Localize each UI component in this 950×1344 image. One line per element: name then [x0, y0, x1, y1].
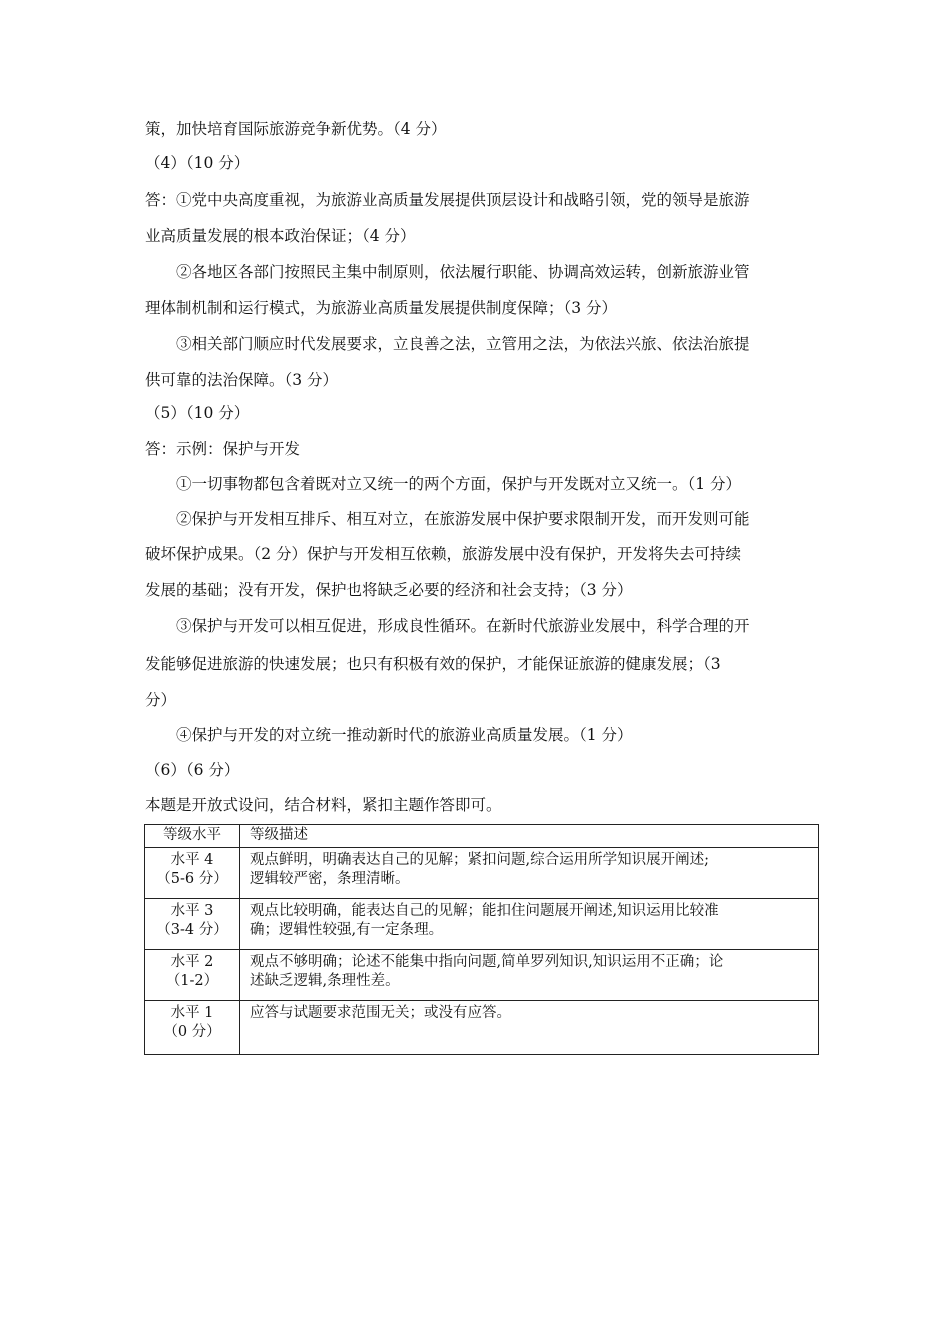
paragraph-line: ①一切事物都包含着既对立又统一的两个方面，保护与开发既对立又统一。（1 分） [176, 475, 742, 493]
paragraph-line: ③相关部门顺应时代发展要求，立良善之法，立管用之法，为依法兴旅、依法治旅提 [176, 335, 750, 353]
description-line: 观点比较明确，能表达自己的见解；能扣住问题展开阐述,知识运用比较准 [250, 903, 719, 919]
column-header-level: 等级水平 [145, 825, 240, 848]
level-label: 水平 2 [170, 954, 214, 970]
question-5-heading: （5）（10 分） [145, 404, 250, 422]
paragraph-line: 答：示例：保护与开发 [145, 440, 301, 458]
description-cell [240, 950, 819, 1001]
level-label: 水平 3 [170, 903, 214, 919]
description-cell [240, 848, 819, 899]
paragraph-line: 供可靠的法治保障。（3 分） [145, 371, 339, 389]
scoring-rubric-table [144, 824, 819, 1055]
paragraph-line: 分） [145, 691, 177, 709]
description-line: 述缺乏逻辑,条理性差。 [250, 973, 400, 989]
level-cell [145, 950, 240, 1001]
description-line: 逻辑较严密，条理清晰。 [250, 871, 410, 887]
description-cell [240, 1001, 819, 1055]
description-line: 确；逻辑性较强,有一定条理。 [250, 922, 444, 938]
level-cell [145, 899, 240, 950]
paragraph-line: ④保护与开发的对立统一推动新时代的旅游业高质量发展。（1 分） [176, 726, 633, 744]
description-line: 观点鲜明，明确表达自己的见解；紧扣问题,综合运用所学知识展开阐述; [250, 852, 709, 868]
level-label: 水平 1 [170, 1005, 214, 1021]
table-row [145, 1001, 819, 1055]
question-4-heading: （4）（10 分） [145, 154, 250, 172]
description-cell [240, 899, 819, 950]
paragraph-line: 破坏保护成果。（2 分）保护与开发相互依赖，旅游发展中没有保护，开发将失去可持续 [145, 545, 742, 563]
column-header-description: 等级描述 [240, 825, 819, 848]
question-6-heading: （6）（6 分） [145, 761, 240, 779]
paragraph-line: ②保护与开发相互排斥、相互对立，在旅游发展中保护要求限制开发，而开发则可能 [176, 510, 750, 528]
level-score: （3-4 分） [156, 922, 228, 938]
paragraph-line: 业高质量发展的根本政治保证；（4 分） [145, 227, 416, 245]
paragraph-line: ②各地区各部门按照民主集中制原则，依法履行职能、协调高效运转，创新旅游业管 [176, 263, 750, 281]
description-line: 观点不够明确；论述不能集中指向问题,简单罗列知识,知识运用不正确；论 [250, 954, 724, 970]
level-cell [145, 1001, 240, 1055]
level-score: （1-2） [165, 973, 219, 989]
paragraph-line: 本题是开放式设问，结合材料，紧扣主题作答即可。 [145, 796, 502, 814]
paragraph-line: 发能够促进旅游的快速发展；也只有积极有效的保护，才能保证旅游的健康发展；（3 [145, 655, 721, 673]
table-header-row [145, 825, 819, 848]
table-row [145, 950, 819, 1001]
paragraph-line: ③保护与开发可以相互促进，形成良性循环。在新时代旅游业发展中，科学合理的开 [176, 617, 750, 635]
paragraph-line: 策，加快培育国际旅游竞争新优势。（4 分） [145, 120, 447, 138]
level-cell [145, 848, 240, 899]
level-score: （0 分） [163, 1024, 221, 1040]
paragraph-line: 答：①党中央高度重视，为旅游业高质量发展提供顶层设计和战略引领，党的领导是旅游 [145, 191, 750, 209]
paragraph-line: 发展的基础；没有开发，保护也将缺乏必要的经济和社会支持；（3 分） [145, 581, 633, 599]
table-row [145, 848, 819, 899]
level-score: （5-6 分） [156, 871, 228, 887]
level-label: 水平 4 [170, 852, 214, 868]
table-row [145, 899, 819, 950]
paragraph-line: 理体制机制和运行模式，为旅游业高质量发展提供制度保障；（3 分） [145, 299, 618, 317]
description-line: 应答与试题要求范围无关；或没有应答。 [250, 1005, 511, 1021]
